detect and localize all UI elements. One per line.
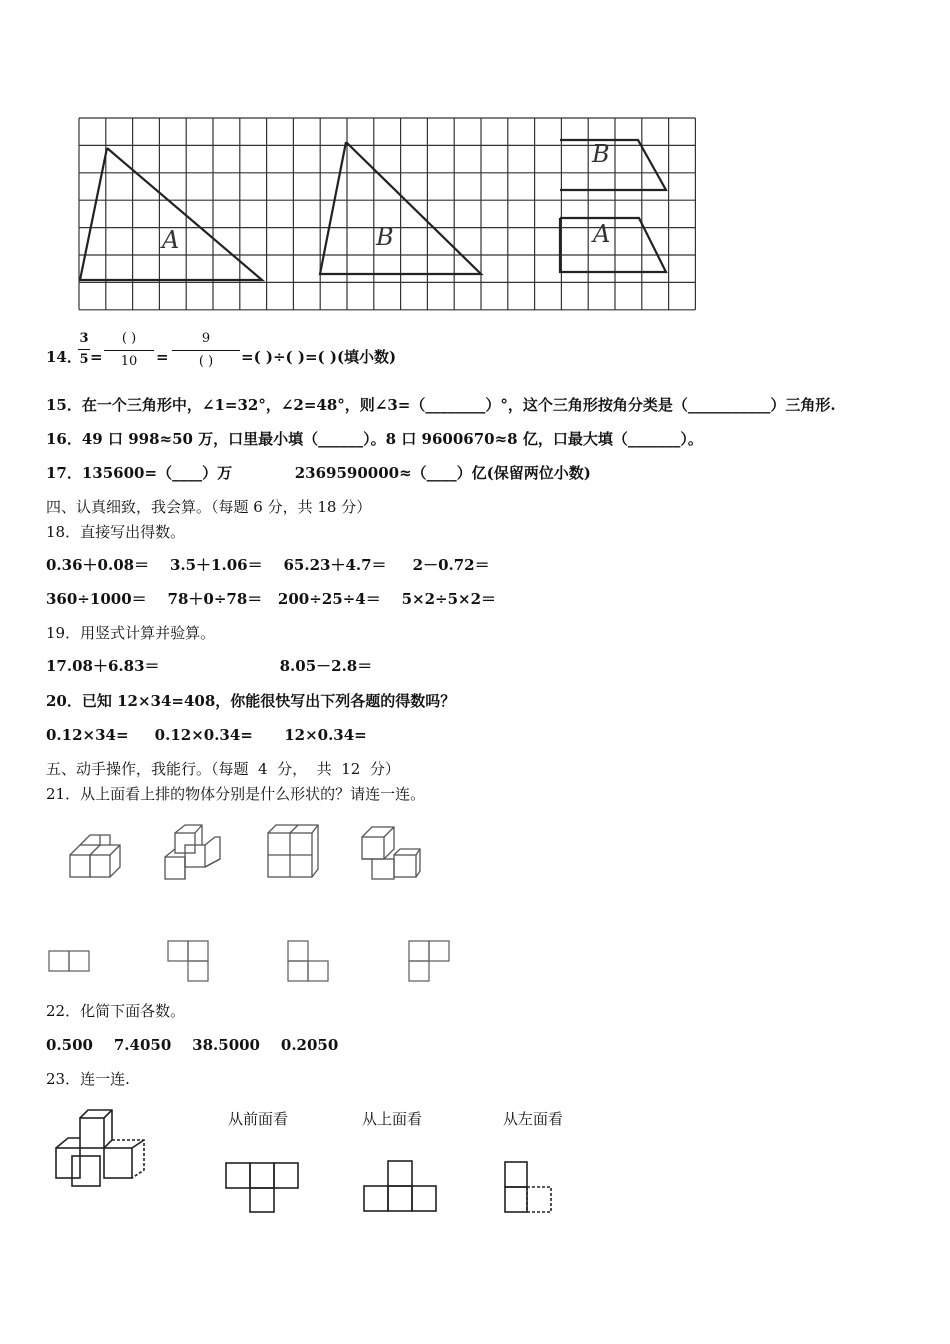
q14-frac1-num: 3 (79, 331, 89, 346)
q14-frac3-bar (172, 350, 240, 351)
q23-views (220, 1158, 560, 1218)
label-b-middle: B (376, 223, 394, 251)
q20-title: 20．已知 12×34=408，你能很快写出下列各题的得数吗？ (46, 692, 456, 710)
label-b-right: B (592, 140, 610, 168)
label-a-right: A (593, 220, 611, 248)
q18-title: 18．直接写出得数。 (46, 523, 186, 541)
q14-eq2: = (156, 348, 169, 366)
q14-frac2-den: 10 (120, 354, 138, 369)
q17: 17．135600=（____）万 2369590000≈（____）亿(保留两位小数) (46, 464, 591, 482)
triangle-a-left (80, 148, 262, 280)
solid-1 (70, 835, 120, 877)
view-top (364, 1161, 436, 1211)
view-4 (409, 941, 449, 981)
view-3 (288, 941, 328, 981)
q18-row1: 0.36＋0.08＝ 3.5＋1.06＝ 65.23＋4.7＝ 2－0.72＝ (46, 556, 490, 574)
trapezoid-a (560, 218, 666, 272)
q14-frac3-den: ( ) (198, 354, 214, 369)
q14-frac2-bar (104, 350, 154, 351)
solid-4 (362, 827, 420, 879)
grid-figure (76, 108, 698, 312)
q23-label-top: 从上面看 (362, 1110, 423, 1128)
solid-3 (268, 825, 318, 877)
section4-heading: 四、认真细致，我会算。（每题 6 分，共 18 分） (46, 498, 372, 516)
q21-title: 21．从上面看上排的物体分别是什么形状的？请连一连。 (46, 785, 426, 803)
q14-frac2-num: ( ) (121, 331, 137, 346)
q19-title: 19．用竖式计算并验算。 (46, 624, 216, 642)
q19-row: 17.08＋6.83＝ 8.05－2.8＝ (46, 657, 373, 675)
q14-rest: =( )÷( )=( )(填小数) (241, 348, 397, 366)
q14-number: 14． (46, 348, 82, 366)
q14-frac3-num: 9 (201, 331, 211, 346)
q18-row2: 360÷1000＝ 78＋0÷78＝ 200÷25÷4＝ 5×2÷5×2＝ (46, 590, 497, 608)
q20-row: 0.12×34= 0.12×0.34= 12×0.34= (46, 726, 367, 744)
view-1 (49, 951, 89, 971)
q16: 16．49 口 998≈50 万，口里最小填（______）。8 口 9600670≈8 亿，口最大填（_______）。 (46, 430, 703, 448)
view-front (226, 1163, 298, 1212)
q23-label-front: 从前面看 (228, 1110, 289, 1128)
view-left (505, 1162, 551, 1212)
q22-title: 22．化简下面各数。 (46, 1002, 186, 1020)
q22-row: 0.500 7.4050 38.5000 0.2050 (46, 1036, 339, 1054)
q21-solids (60, 815, 440, 890)
section5-heading: 五、动手操作，我能行。（每题 4 分， 共 12 分） (46, 760, 400, 778)
q23-label-left: 从左面看 (503, 1110, 564, 1128)
q23-solid (48, 1108, 158, 1188)
parallelogram-b (560, 140, 666, 190)
q14-frac1-bar (78, 349, 90, 350)
q23-title: 23．连一连. (46, 1070, 130, 1088)
solid-2 (165, 825, 220, 879)
q15: 15．在一个三角形中，∠1=32°，∠2=48°，则∠3=（________）°，这个三角形按角分类是（___________）三角形. (46, 396, 836, 414)
label-a-left: A (162, 226, 180, 254)
q14-eq1: = (90, 348, 103, 366)
q14-frac1-den: 5 (79, 352, 89, 367)
q21-top-views (46, 936, 456, 986)
view-2 (168, 941, 208, 981)
